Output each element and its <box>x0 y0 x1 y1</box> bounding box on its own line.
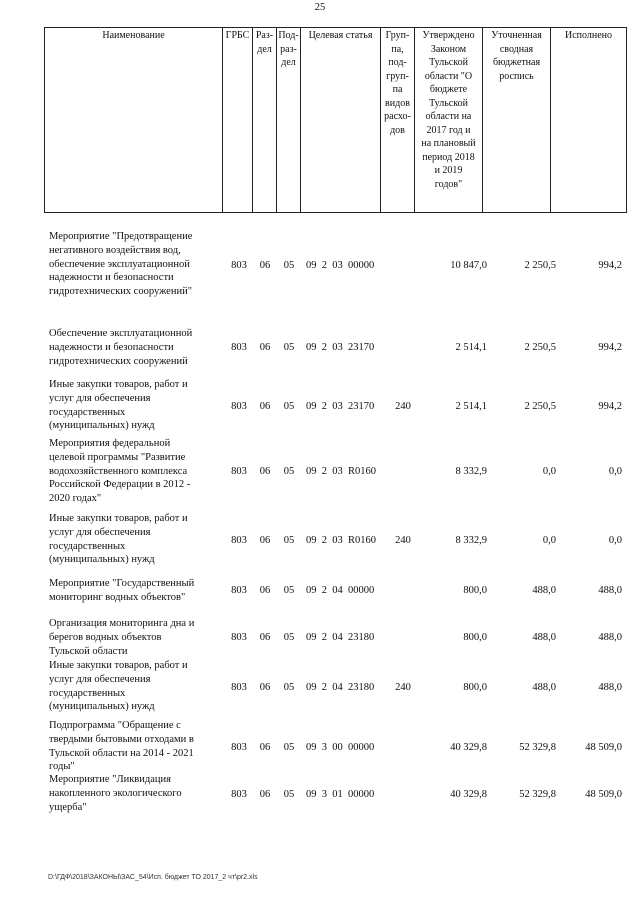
row-approved: 10 847,0 <box>450 260 487 271</box>
row-target: 09 2 03 R0160 <box>306 466 377 477</box>
row-target: 09 2 04 23180 <box>306 632 375 643</box>
col-header-name: Наименование <box>45 28 223 213</box>
row-name: Мероприятие "Предотвращение негативного воздействия вод, обеспечение эксплуатационной надежности и безопасности гидротехнических сооружений" <box>49 231 193 298</box>
row-grbs: 803 <box>231 789 247 800</box>
row-target: 09 2 03 00000 <box>306 260 375 271</box>
row-updated: 488,0 <box>532 632 556 643</box>
row-podrazdel: 05 <box>283 585 295 596</box>
row-razdel: 06 <box>259 535 271 546</box>
row-updated: 0,0 <box>542 535 556 546</box>
row-approved: 40 329,8 <box>450 789 487 800</box>
row-name: Мероприятие "Государственный мониторинг водных объектов" <box>49 578 195 603</box>
row-target: 09 2 04 00000 <box>306 585 375 596</box>
row-podrazdel: 05 <box>283 682 295 693</box>
col-header-target: Целевая статья <box>301 28 381 213</box>
row-razdel: 06 <box>259 401 271 412</box>
row-approved: 800,0 <box>463 632 487 643</box>
row-updated: 2 250,5 <box>524 401 556 412</box>
row-approved: 800,0 <box>463 682 487 693</box>
row-approved: 40 329,8 <box>450 742 487 753</box>
row-name: Иные закупки товаров, работ и услуг для обеспечения государственных (муниципальных) нужд <box>49 379 188 432</box>
col-header-group: Груп- па, под- груп- па видов расхо- дов <box>381 28 415 213</box>
row-name: Мероприятие "Ликвидация накопленного экологического ущерба" <box>49 774 182 813</box>
row-executed: 488,0 <box>598 585 622 596</box>
row-group: 240 <box>395 401 411 412</box>
row-updated: 488,0 <box>532 585 556 596</box>
row-grbs: 803 <box>231 632 247 643</box>
file-path-footer: D:\ГДФ\2018\ЗАКОНЫ\ЗАС_54\Исп. бюджет ТО 2017_2 чт\pr2.xls <box>48 874 258 881</box>
row-razdel: 06 <box>259 789 271 800</box>
row-podrazdel: 05 <box>283 342 295 353</box>
row-approved: 8 332,9 <box>455 466 487 477</box>
row-target: 09 3 01 00000 <box>306 789 375 800</box>
row-razdel: 06 <box>259 260 271 271</box>
row-group: 240 <box>395 682 411 693</box>
row-podrazdel: 05 <box>283 535 295 546</box>
row-grbs: 803 <box>231 682 247 693</box>
row-executed: 48 509,0 <box>585 789 622 800</box>
row-name: Мероприятия федеральной целевой программы "Развитие водохозяйственного комплекса Российской Федерации в 2012 - 2020 годах" <box>49 438 191 505</box>
row-executed: 0,0 <box>608 466 622 477</box>
row-grbs: 803 <box>231 466 247 477</box>
row-executed: 0,0 <box>608 535 622 546</box>
row-name: Иные закупки товаров, работ и услуг для обеспечения государственных (муниципальных) нужд <box>49 660 188 713</box>
row-approved: 8 332,9 <box>455 535 487 546</box>
row-name: Организация мониторинга дна и берегов водных объектов Тульской области <box>49 618 195 657</box>
row-grbs: 803 <box>231 535 247 546</box>
row-razdel: 06 <box>259 342 271 353</box>
col-header-executed: Исполнено <box>551 28 627 213</box>
row-updated: 52 329,8 <box>519 789 556 800</box>
row-approved: 2 514,1 <box>455 401 487 412</box>
row-approved: 800,0 <box>463 585 487 596</box>
row-updated: 2 250,5 <box>524 260 556 271</box>
row-grbs: 803 <box>231 260 247 271</box>
row-executed: 994,2 <box>598 401 622 412</box>
row-grbs: 803 <box>231 585 247 596</box>
row-grbs: 803 <box>231 401 247 412</box>
row-podrazdel: 05 <box>283 401 295 412</box>
col-header-approved: Утверждено Законом Тульской области "О бюджете Тульской области на 2017 год и на плановый период 2018 и 2019 годов" <box>415 28 483 213</box>
row-updated: 0,0 <box>542 466 556 477</box>
col-header-podrazdel: Под- раз- дел <box>277 28 301 213</box>
row-target: 09 2 03 23170 <box>306 401 375 412</box>
row-podrazdel: 05 <box>283 632 295 643</box>
row-podrazdel: 05 <box>283 742 295 753</box>
row-podrazdel: 05 <box>283 260 295 271</box>
row-executed: 994,2 <box>598 260 622 271</box>
row-executed: 48 509,0 <box>585 742 622 753</box>
row-razdel: 06 <box>259 585 271 596</box>
row-razdel: 06 <box>259 632 271 643</box>
row-approved: 2 514,1 <box>455 342 487 353</box>
row-updated: 2 250,5 <box>524 342 556 353</box>
row-target: 09 2 03 R0160 <box>306 535 377 546</box>
row-razdel: 06 <box>259 682 271 693</box>
row-executed: 994,2 <box>598 342 622 353</box>
row-executed: 488,0 <box>598 632 622 643</box>
row-podrazdel: 05 <box>283 789 295 800</box>
row-updated: 52 329,8 <box>519 742 556 753</box>
col-header-grbs: ГРБС <box>223 28 253 213</box>
table-header <box>44 27 627 213</box>
row-target: 09 2 03 23170 <box>306 342 375 353</box>
row-razdel: 06 <box>259 466 271 477</box>
row-podrazdel: 05 <box>283 466 295 477</box>
col-header-razdel: Раз- дел <box>253 28 277 213</box>
row-name: Обеспечение эксплуатационной надежности и безопасности гидротехнических сооружений <box>49 328 193 367</box>
row-target: 09 3 00 00000 <box>306 742 375 753</box>
row-target: 09 2 04 23180 <box>306 682 375 693</box>
col-header-updated: Уточненная сводная бюджетная роспись <box>483 28 551 213</box>
row-razdel: 06 <box>259 742 271 753</box>
row-executed: 488,0 <box>598 682 622 693</box>
row-updated: 488,0 <box>532 682 556 693</box>
row-grbs: 803 <box>231 342 247 353</box>
row-grbs: 803 <box>231 742 247 753</box>
row-name: Иные закупки товаров, работ и услуг для обеспечения государственных (муниципальных) нужд <box>49 513 188 566</box>
page-number: 25 <box>314 2 326 13</box>
row-name: Подпрограмма "Обращение с твердыми бытовыми отходами в Тульской области на 2014 - 2021 годы" <box>49 720 194 773</box>
row-group: 240 <box>395 535 411 546</box>
